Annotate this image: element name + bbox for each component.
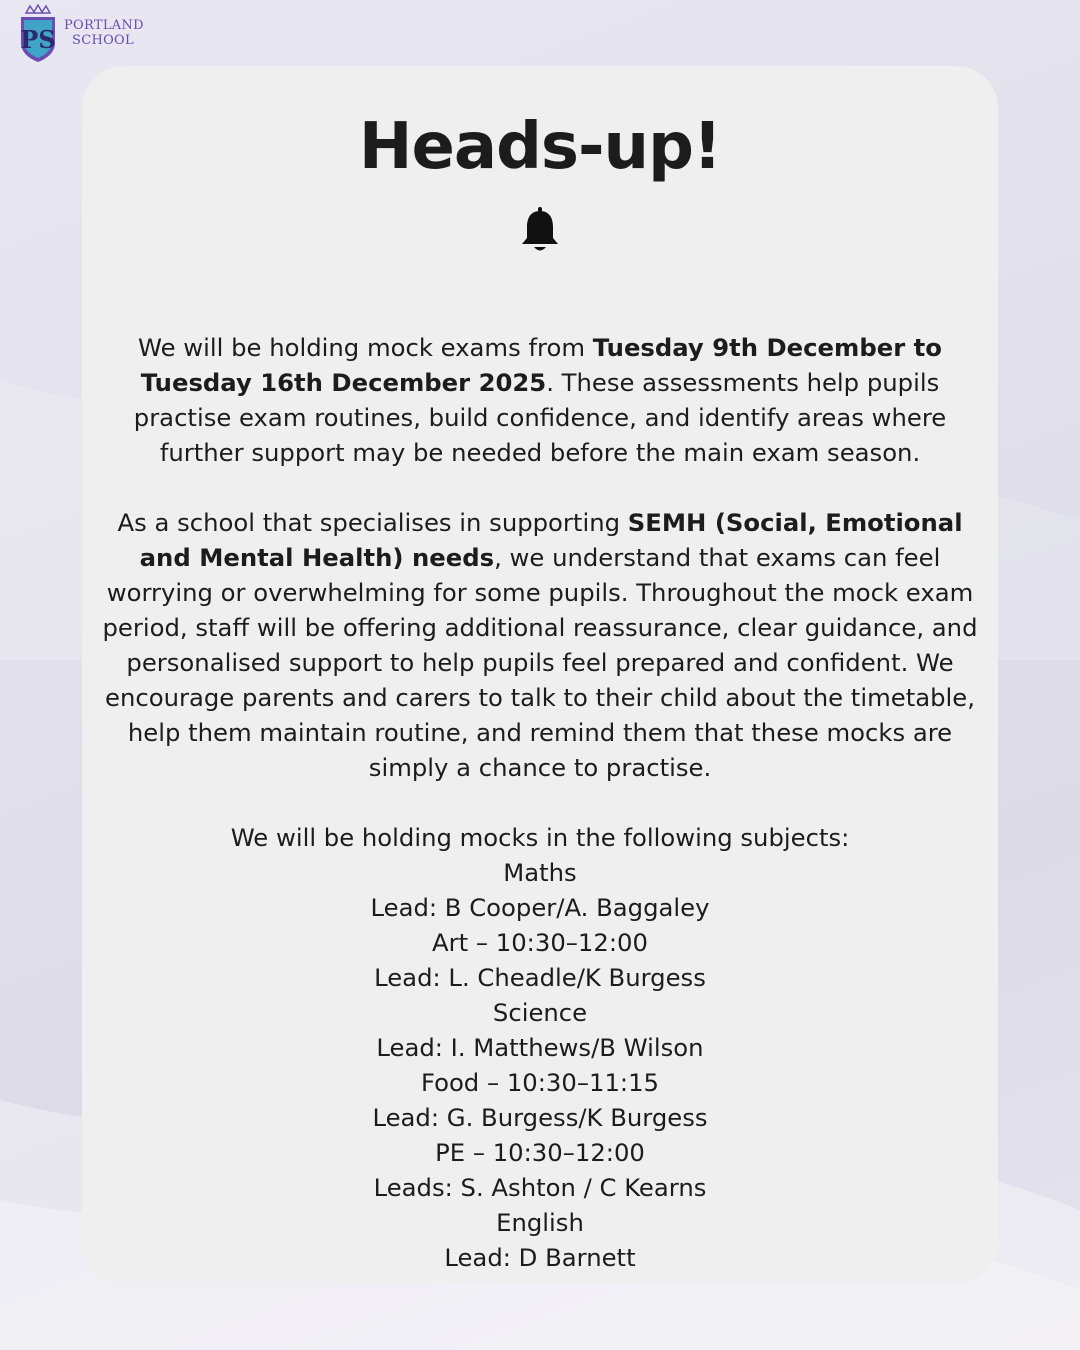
logo-line-2: SCHOOL bbox=[72, 33, 134, 48]
logo-line-1: PORTLAND bbox=[64, 18, 144, 33]
subject-line: Lead: I. Matthews/B Wilson bbox=[376, 1033, 704, 1062]
subject-line: Food – 10:30–11:15 bbox=[420, 1068, 660, 1097]
paragraph-semh-text-2: , we understand that exams can feel worrying or overwhelming for some pupils. Throughout the mock exam period, staff will be offering additional reassurance, clear guidance, and personalised support to help pupils feel prepared and confident. We encourage parents and carers to talk to their child about the timetable, help them maintain routine, and remind them that these mocks are simply a chance to practise. bbox=[102, 543, 978, 782]
exam-dates: Tuesday 9th December to Tuesday 16th December 2025 bbox=[140, 333, 942, 397]
paragraph-semh bbox=[100, 505, 980, 785]
school-logo bbox=[18, 2, 158, 64]
paragraph-semh-text-1: As a school that specialises in supporting bbox=[117, 508, 628, 537]
subject-line: Maths bbox=[503, 858, 577, 887]
subject-line: Science bbox=[492, 998, 588, 1027]
subject-line: Leads: S. Ashton / C Kearns bbox=[373, 1173, 707, 1202]
subject-line: English bbox=[496, 1208, 584, 1237]
paragraph-dates bbox=[100, 330, 980, 470]
svg-text:PS: PS bbox=[20, 25, 56, 54]
subjects-intro: We will be holding mocks in the following subjects: bbox=[230, 823, 850, 852]
bell-icon bbox=[519, 207, 561, 253]
subject-line: Lead: G. Burgess/K Burgess bbox=[372, 1103, 708, 1132]
school-crest-icon bbox=[18, 3, 58, 63]
subject-line: Art – 10:30–12:00 bbox=[432, 928, 648, 957]
subject-line: Lead: L. Cheadle/K Burgess bbox=[374, 963, 706, 992]
subject-line: Lead: B Cooper/A. Baggaley bbox=[370, 893, 710, 922]
subject-line: PE – 10:30–12:00 bbox=[435, 1138, 645, 1167]
paragraph-dates-text-1: We will be holding mock exams from bbox=[138, 333, 593, 362]
semh-needs: SEMH (Social, Emotional and Mental Health) needs bbox=[139, 508, 963, 572]
page-title: Heads-up! bbox=[358, 110, 722, 184]
subject-line: Lead: D Barnett bbox=[444, 1243, 636, 1272]
paragraph-dates-text-2: . These assessments help pupils practise exam routines, build confidence, and identify areas where further support may be needed before the main exam season. bbox=[133, 368, 947, 467]
subjects-list bbox=[100, 820, 980, 1275]
notice-body bbox=[100, 330, 980, 1275]
